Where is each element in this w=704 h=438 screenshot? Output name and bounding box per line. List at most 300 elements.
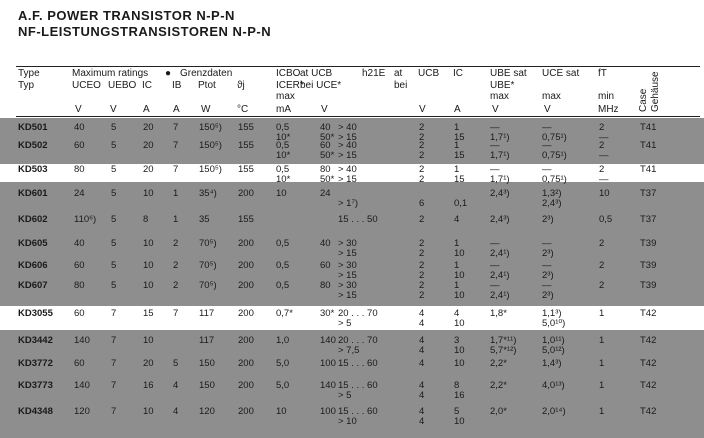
cell-h21e-2: > 10	[338, 416, 357, 427]
header-max-ratings: Maximum ratings	[72, 68, 149, 79]
header-u-c: °C	[237, 104, 249, 115]
cell-ube-2: 5,7*¹²)	[490, 345, 517, 356]
cell-ucb2: 2	[419, 260, 425, 271]
cell-h21e: > 40	[338, 164, 357, 175]
header-col-ube: UBE*	[490, 80, 515, 91]
cell-uebo: 5	[111, 140, 117, 151]
cell-ptot: 120	[199, 406, 215, 417]
header-type-en: Type	[18, 68, 40, 79]
cell-ft: 2	[599, 238, 605, 249]
row-type: KD4348	[18, 406, 53, 417]
cell-h21e: 15 . . . 60	[338, 380, 378, 391]
cell-h21e-2: > 15	[338, 270, 357, 281]
cell-tj: 155	[238, 140, 254, 151]
cell-uce-2: 2³)	[542, 290, 554, 301]
cell-uce-2: 5,0¹²)	[542, 345, 565, 356]
cell-ptot: 150⁵)	[199, 164, 222, 175]
cell-ucb2-2: 6	[419, 198, 425, 209]
cell-uceo: 80	[74, 280, 85, 291]
cell-ic2: 8	[454, 380, 460, 391]
cell-icbo-2: 10*	[276, 150, 291, 161]
cell-uce: 1,0¹¹)	[542, 335, 565, 346]
cell-ft: 10	[599, 188, 610, 199]
cell-ucb: 140	[320, 380, 336, 391]
cell-ucb2-2: 2	[419, 248, 425, 259]
cell-ptot: 150⁵)	[199, 122, 222, 133]
cell-uebo: 5	[111, 280, 117, 291]
cell-uebo: 7	[111, 335, 117, 346]
title-de: NF-LEISTUNGSTRANSISTOREN N-P-N	[18, 24, 272, 39]
cell-ib: 1	[173, 214, 179, 225]
cell-case: T41	[640, 140, 657, 151]
cell-ucb: 40	[320, 122, 331, 133]
cell-ucb2-2: 2	[419, 290, 425, 301]
cell-ic: 20	[143, 164, 154, 175]
header-col-ucb: UCB	[418, 68, 440, 79]
cell-uebo: 7	[111, 358, 117, 369]
cell-uce: —	[542, 238, 552, 249]
cell-ube: 2,4³)	[490, 214, 510, 225]
cell-icbo: 5,0	[276, 380, 290, 391]
header-case: Case	[638, 88, 649, 112]
cell-tj: 200	[238, 238, 254, 249]
cell-ic2: 1	[454, 238, 460, 249]
header-rule-bottom	[16, 116, 700, 117]
cell-ucb: 100	[320, 358, 336, 369]
cell-uceo: 80	[74, 164, 85, 175]
cell-ucb-2: 50*	[320, 150, 335, 161]
cell-ic2: 5	[454, 406, 460, 417]
cell-uce-2: 0,75¹)	[542, 132, 567, 143]
header-u-v2: V	[110, 104, 117, 115]
header-u-v: V	[75, 104, 82, 115]
cell-uceo: 40	[74, 122, 85, 133]
cell-case: T37	[640, 188, 657, 199]
cell-uebo: 7	[111, 308, 117, 319]
header-col-theta: ϑj	[237, 80, 245, 91]
cell-icbo: 0,5	[276, 280, 290, 291]
cell-ft: 1	[599, 380, 605, 391]
cell-ic: 10	[143, 280, 154, 291]
cell-ucb: 80	[320, 164, 331, 175]
header-u-a: A	[143, 104, 150, 115]
cell-tj: 200	[238, 188, 254, 199]
cell-h21e-2: > 1⁷)	[338, 198, 359, 209]
cell-uce: 2,0¹⁴)	[542, 406, 566, 417]
cell-uceo: 24	[74, 188, 85, 199]
cell-ucb2: 2	[419, 164, 425, 175]
cell-ft: 1	[599, 358, 605, 369]
header-col-uceo: UCEO	[72, 80, 101, 91]
cell-ib: 7	[173, 164, 179, 175]
cell-ft-2: —	[599, 174, 609, 185]
cell-icbo: 0,5	[276, 238, 290, 249]
cell-ic2-2: 10	[454, 270, 465, 281]
cell-tj: 155	[238, 164, 254, 175]
cell-ucb: 30*	[320, 308, 335, 319]
header-col-ubesat: UBE sat	[490, 68, 527, 79]
cell-uce-2: 2³)	[542, 270, 554, 281]
cell-icbo: 5,0	[276, 358, 290, 369]
cell-h21e-2: > 15	[338, 290, 357, 301]
cell-h21e-2: > 5	[338, 390, 352, 401]
cell-ic2: 4	[454, 308, 460, 319]
cell-ucb2: 4	[419, 335, 425, 346]
cell-uceo: 110⁶)	[74, 214, 97, 225]
header-u-v4: V	[419, 104, 426, 115]
cell-tj: 155	[238, 122, 254, 133]
cell-icbo: 0,5	[276, 260, 290, 271]
cell-icbo-2: 10*	[276, 174, 291, 185]
header-col-icbo: ICBO	[276, 68, 301, 79]
cell-ic2-2: 10	[454, 318, 465, 329]
cell-uce: 1,1³)	[542, 308, 562, 319]
cell-ucb2-2: 4	[419, 318, 425, 329]
cell-uebo: 5	[111, 238, 117, 249]
cell-ube-2: 2,4¹)	[490, 290, 510, 301]
cell-ic2-2: 10	[454, 248, 465, 259]
cell-ib: 7	[173, 140, 179, 151]
cell-ptot: 70⁵)	[199, 238, 217, 249]
cell-uce: 1,4³)	[542, 358, 562, 369]
row-type: KD602	[18, 214, 48, 225]
cell-ft: 1	[599, 406, 605, 417]
row-type: KD605	[18, 238, 48, 249]
cell-ube: —	[490, 140, 500, 151]
cell-ft: 2	[599, 260, 605, 271]
cell-uebo: 5	[111, 214, 117, 225]
header-bei-uce: bei UCE*	[300, 80, 342, 91]
cell-ube: 2,2*	[490, 358, 507, 369]
cell-uce-2: 2³)	[542, 248, 554, 259]
cell-uebo: 7	[111, 380, 117, 391]
cell-tj: 155	[238, 214, 254, 225]
cell-uce-2: 0,75¹)	[542, 150, 567, 161]
cell-ucb2-2: 2	[419, 150, 425, 161]
cell-ib: 2	[173, 238, 179, 249]
header-u-v6: V	[544, 104, 551, 115]
cell-case: T42	[640, 380, 657, 391]
cell-uebo: 5	[111, 188, 117, 199]
cell-ucb2-2: 2	[419, 270, 425, 281]
cell-ic: 10	[143, 260, 154, 271]
cell-ic: 16	[143, 380, 154, 391]
cell-ucb2-2: 2	[419, 132, 425, 143]
cell-ic: 20	[143, 140, 154, 151]
cell-ic2-2: 10	[454, 416, 465, 427]
header-bullet: ●	[165, 68, 172, 79]
cell-ic2: 3	[454, 335, 460, 346]
cell-ic: 10	[143, 238, 154, 249]
cell-uceo: 40	[74, 238, 85, 249]
cell-uce: —	[542, 122, 552, 133]
cell-tj: 200	[238, 308, 254, 319]
cell-ucb2-2: 2	[419, 174, 425, 185]
cell-ucb: 40	[320, 238, 331, 249]
cell-tj: 200	[238, 260, 254, 271]
cell-ube: —	[490, 164, 500, 175]
cell-ube-2: 1,7¹)	[490, 150, 510, 161]
cell-ptot: 117	[199, 335, 215, 346]
cell-case: T39	[640, 280, 657, 291]
row-type: KD3442	[18, 335, 53, 346]
cell-icbo: 0,5	[276, 164, 290, 175]
cell-ube: 2,4³)	[490, 188, 510, 199]
cell-h21e-2: > 15	[338, 132, 357, 143]
header-col-ptot: Ptot	[198, 80, 216, 91]
cell-uceo: 60	[74, 140, 85, 151]
cell-uebo: 5	[111, 260, 117, 271]
header-rule-top	[16, 66, 700, 67]
cell-ptot: 35	[199, 214, 210, 225]
header-max3: max	[542, 91, 561, 102]
header-col-ft: fT	[598, 68, 607, 79]
cell-uebo: 5	[111, 122, 117, 133]
cell-ptot: 35⁴)	[199, 188, 217, 199]
cell-ucb-2: 50*	[320, 132, 335, 143]
cell-ptot: 117	[199, 308, 215, 319]
row-type: KD3772	[18, 358, 53, 369]
cell-uce-2: 5,0¹⁰)	[542, 318, 566, 329]
cell-ucb2-2: 4	[419, 390, 425, 401]
row-type: KD501	[18, 122, 48, 133]
header-at-ucb: at UCB	[300, 68, 333, 79]
cell-uce: 1,3²)	[542, 188, 562, 199]
cell-uce: —	[542, 280, 552, 291]
cell-ptot: 70⁵)	[199, 280, 217, 291]
row-type: KD3055	[18, 308, 53, 319]
cell-ic2: 1	[454, 164, 460, 175]
cell-uceo: 60	[74, 260, 85, 271]
cell-case: T41	[640, 164, 657, 175]
cell-h21e: 20 . . . 70	[338, 308, 378, 319]
cell-ucb2-2: 4	[419, 416, 425, 427]
cell-ucb: 80	[320, 280, 331, 291]
cell-ib: 4	[173, 406, 179, 417]
cell-ucb2: 4	[419, 358, 425, 369]
cell-ic2: 1	[454, 280, 460, 291]
cell-ib: 7	[173, 122, 179, 133]
cell-case: T41	[640, 122, 657, 133]
cell-ucb: 140	[320, 335, 336, 346]
header-type-de: Typ	[18, 80, 35, 91]
row-type: KD606	[18, 260, 48, 271]
cell-ube: —	[490, 260, 500, 271]
cell-ube: 2,2*	[490, 380, 507, 391]
title-en: A.F. POWER TRANSISTOR N-P-N	[18, 8, 235, 23]
cell-h21e: 15 . . . 60	[338, 358, 378, 369]
cell-ucb2: 2	[419, 238, 425, 249]
cell-ft: 0,5	[599, 214, 613, 225]
header-u-w: W	[201, 104, 211, 115]
cell-case: T39	[640, 260, 657, 271]
cell-uce-2: 2,4³)	[542, 198, 562, 209]
cell-ucb2: 2	[419, 122, 425, 133]
header-col-h21e: h21E	[362, 68, 386, 79]
cell-uceo: 140	[74, 335, 90, 346]
cell-ube: 2,0*	[490, 406, 507, 417]
cell-ic: 20	[143, 358, 154, 369]
cell-h21e-2: > 15	[338, 174, 357, 185]
cell-ic: 10	[143, 188, 154, 199]
row-type: KD607	[18, 280, 48, 291]
cell-uce-2: 0,75¹)	[542, 174, 567, 185]
cell-uebo: 5	[111, 164, 117, 175]
cell-h21e-2: > 7,5	[338, 345, 360, 356]
cell-ube: —	[490, 122, 500, 133]
cell-icbo-2: 10*	[276, 132, 291, 143]
cell-uce: —	[542, 164, 552, 175]
header-min: min	[598, 91, 615, 102]
cell-ic2-2: 10	[454, 290, 465, 301]
cell-ic2: 1	[454, 260, 460, 271]
cell-h21e-2: > 5	[338, 318, 352, 329]
cell-ptot: 150	[199, 358, 215, 369]
cell-uce: —	[542, 260, 552, 271]
cell-ib: 2	[173, 280, 179, 291]
cell-ucb2: 4	[419, 308, 425, 319]
cell-h21e: > 30	[338, 260, 357, 271]
cell-ube: —	[490, 280, 500, 291]
cell-tj: 200	[238, 358, 254, 369]
header-u-v5: V	[492, 104, 499, 115]
cell-ft: 2	[599, 140, 605, 151]
cell-ic2: 1	[454, 122, 460, 133]
cell-uceo: 120	[74, 406, 90, 417]
cell-ube-2: 2,4¹)	[490, 270, 510, 281]
cell-ic: 8	[143, 214, 149, 225]
cell-ft: 2	[599, 280, 605, 291]
cell-tj: 200	[238, 406, 254, 417]
cell-ube: —	[490, 238, 500, 249]
header-col-ic2: IC	[453, 68, 463, 79]
cell-ptot: 70⁵)	[199, 260, 217, 271]
cell-ube-2: 2,4¹)	[490, 248, 510, 259]
cell-icbo: 10	[276, 406, 287, 417]
cell-ube: 1,7*¹¹)	[490, 335, 517, 346]
row-type: KD503	[18, 164, 48, 175]
cell-ft: 2	[599, 122, 605, 133]
cell-ic2-2: 15	[454, 174, 465, 185]
cell-tj: 200	[238, 335, 254, 346]
cell-case: T42	[640, 358, 657, 369]
cell-ic2-2: 10	[454, 345, 465, 356]
cell-ic: 15	[143, 308, 154, 319]
cell-ib: 5	[173, 358, 179, 369]
cell-h21e-2: > 15	[338, 248, 357, 259]
cell-ic2: 10	[454, 358, 465, 369]
cell-ucb2: 4	[419, 406, 425, 417]
header-col-ucesat: UCE sat	[542, 68, 580, 79]
header-col-ic: IC	[142, 80, 152, 91]
cell-ft: 1	[599, 308, 605, 319]
cell-icbo: 0,5	[276, 122, 290, 133]
cell-h21e: > 40	[338, 140, 357, 151]
cell-icbo: 0,7*	[276, 308, 293, 319]
cell-ic: 10	[143, 406, 154, 417]
cell-ic: 20	[143, 122, 154, 133]
header-col-uebo: UEBO	[108, 80, 137, 91]
header-u-ma: mA	[276, 104, 291, 115]
cell-ucb2-2: 4	[419, 345, 425, 356]
cell-h21e: > 30	[338, 280, 357, 291]
cell-ucb: 100	[320, 406, 336, 417]
cell-ube-2: 1,7¹)	[490, 174, 510, 185]
row-type: KD3773	[18, 380, 53, 391]
cell-ft: 1	[599, 335, 605, 346]
cell-case: T42	[640, 335, 657, 346]
header-u-a3: A	[454, 104, 461, 115]
cell-ptot: 150⁵)	[199, 140, 222, 151]
cell-ic2-2: 15	[454, 150, 465, 161]
header-gehause: Gehäuse	[650, 71, 661, 112]
cell-ib: 7	[173, 308, 179, 319]
cell-ib: 2	[173, 260, 179, 271]
cell-ucb: 24	[320, 188, 331, 199]
cell-h21e: > 30	[338, 238, 357, 249]
cell-case: T42	[640, 406, 657, 417]
cell-ucb2: 2	[419, 280, 425, 291]
cell-ucb2: 4	[419, 380, 425, 391]
header-u-mhz: MHz	[598, 104, 619, 115]
cell-ft-2: —	[599, 132, 609, 143]
cell-ic2: 4	[454, 214, 460, 225]
cell-icbo: 1,0	[276, 335, 290, 346]
header-at: at	[394, 68, 403, 79]
cell-ube-2: 1,7¹)	[490, 132, 510, 143]
cell-case: T39	[640, 238, 657, 249]
header-u-v3: V	[321, 104, 328, 115]
cell-ucb2: 2	[419, 214, 425, 225]
cell-ucb: 60	[320, 260, 331, 271]
cell-ic: 10	[143, 335, 154, 346]
cell-icbo: 10	[276, 188, 287, 199]
header-col-ib: IB	[172, 80, 182, 91]
header-bei: bei	[394, 80, 408, 91]
cell-ucb-2: 50*	[320, 174, 335, 185]
header-max: max	[276, 91, 295, 102]
cell-ft-2: —	[599, 150, 609, 161]
cell-ic2-2: 16	[454, 390, 465, 401]
cell-h21e: 15 . . . 60	[338, 406, 378, 417]
cell-ptot: 150	[199, 380, 215, 391]
cell-ic2-2: 15	[454, 132, 465, 143]
row-type: KD502	[18, 140, 48, 151]
header-col-icer: ICER*	[276, 80, 304, 91]
cell-h21e: > 40	[338, 122, 357, 133]
cell-ib: 4	[173, 380, 179, 391]
cell-uceo: 60	[74, 358, 85, 369]
cell-h21e-2: > 15	[338, 150, 357, 161]
cell-tj: 200	[238, 280, 254, 291]
header-grenzdaten: Grenzdaten	[180, 68, 233, 79]
cell-icbo: 0,5	[276, 140, 290, 151]
cell-ic2-2: 0,1	[454, 198, 468, 209]
cell-case: T42	[640, 308, 657, 319]
cell-uebo: 7	[111, 406, 117, 417]
header-u-a2: A	[173, 104, 180, 115]
row-type: KD601	[18, 188, 48, 199]
cell-h21e: 15 . . . 50	[338, 214, 378, 225]
cell-ucb2: 2	[419, 140, 425, 151]
cell-uceo: 60	[74, 308, 85, 319]
cell-uce: 2³)	[542, 214, 554, 225]
cell-ube: 1,8*	[490, 308, 507, 319]
cell-ic2: 1	[454, 140, 460, 151]
cell-uce: 4,0¹³)	[542, 380, 565, 391]
cell-ib: 1	[173, 188, 179, 199]
cell-tj: 200	[238, 380, 254, 391]
